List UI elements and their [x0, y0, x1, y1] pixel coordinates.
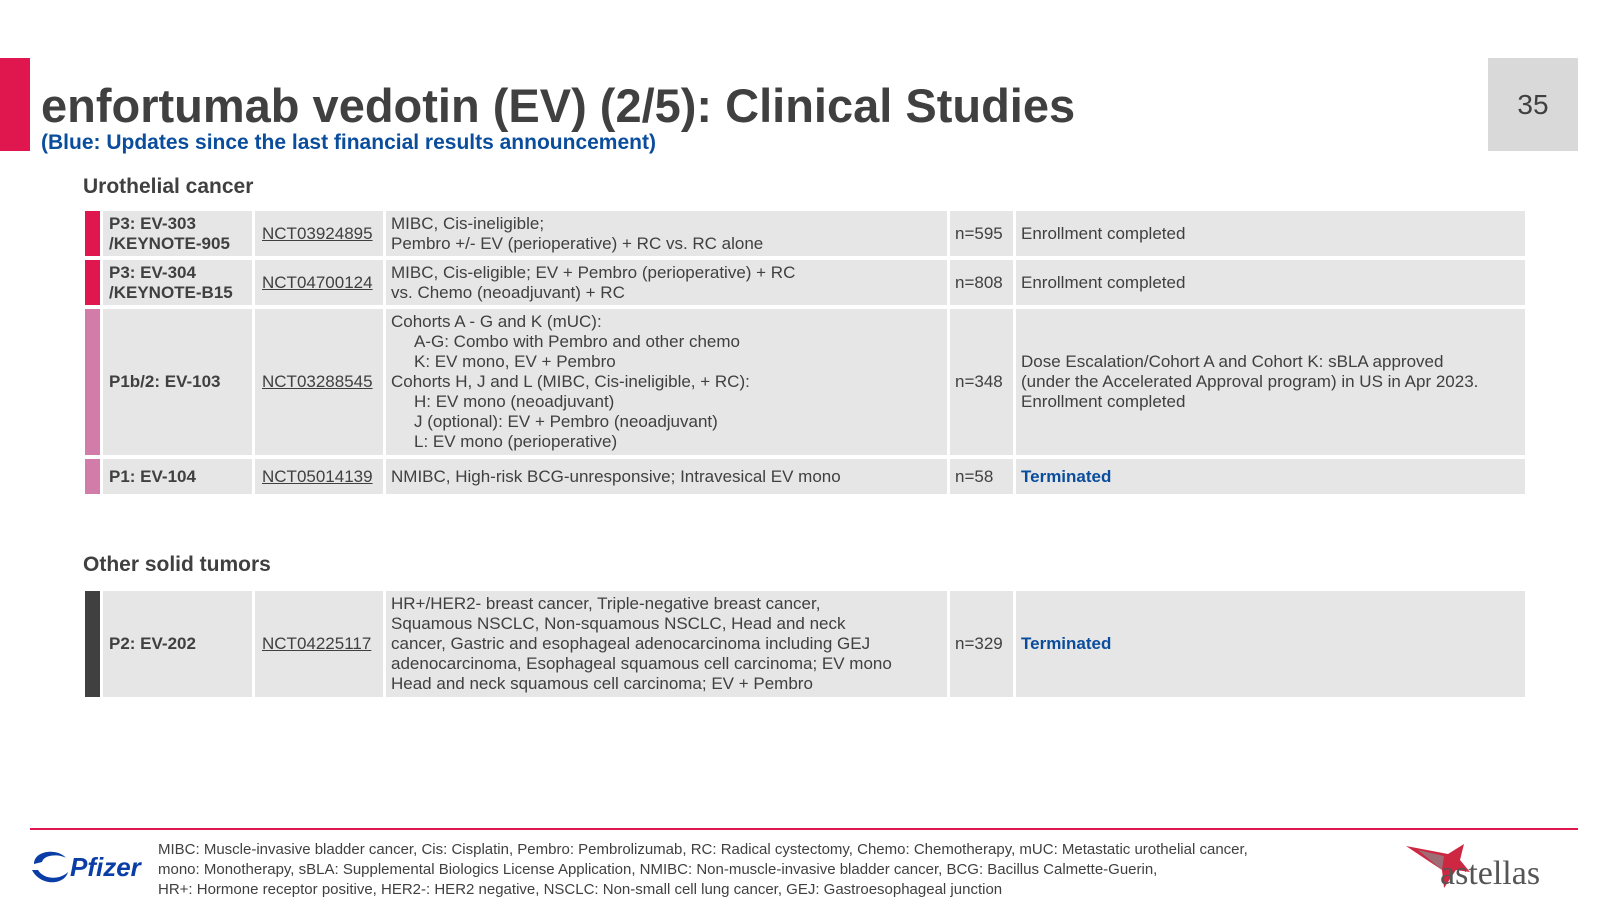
phase-color-bar [85, 211, 100, 256]
footnote [158, 840, 1248, 900]
description-line: Head and neck squamous cell carcinoma; EV + Pembro [391, 674, 813, 693]
table-row [85, 211, 1525, 256]
phase-color-bar [85, 459, 100, 494]
nct-link[interactable]: NCT03924895 [262, 223, 373, 243]
phase-cell [103, 591, 252, 697]
page-subtitle: (Blue: Updates since the last financial results announcement) [41, 131, 656, 154]
description-line: MIBC, Cis-eligible; EV + Pembro (perioperative) + RC [391, 262, 796, 282]
description-line: H: EV mono (neoadjuvant) [414, 392, 615, 411]
nct-cell [255, 211, 383, 256]
nct-link[interactable]: NCT05014139 [262, 466, 373, 486]
status-cell [1016, 260, 1525, 305]
enrollment-count: n=595 [950, 211, 1013, 256]
phase-cell [103, 211, 252, 256]
nct-link[interactable]: NCT04225117 [262, 634, 372, 653]
status-text: Terminated [1021, 634, 1112, 653]
description-line: vs. Chemo (neoadjuvant) + RC [391, 282, 625, 302]
nct-cell [255, 260, 383, 305]
description-line: J (optional): EV + Pembro (neoadjuvant) [414, 412, 718, 431]
status-cell [1016, 591, 1525, 697]
status-text: Terminated [1021, 466, 1112, 486]
description-line: NMIBC, High-risk BCG-unresponsive; Intravesical EV mono [391, 466, 841, 486]
description-line: Squamous NSCLC, Non-squamous NSCLC, Head and neck [391, 614, 846, 633]
nct-link[interactable]: NCT04700124 [262, 272, 373, 292]
description-cell [386, 211, 947, 256]
phase-color-bar [85, 591, 100, 697]
description-line: Pembro +/- EV (perioperative) + RC vs. RC alone [391, 233, 764, 253]
enrollment-count: n=58 [950, 459, 1013, 494]
nct-cell [255, 591, 383, 697]
phase-cell [103, 260, 252, 305]
section-heading-other: Other solid tumors [83, 553, 271, 576]
enrollment-count: n=348 [950, 309, 1013, 455]
status-cell [1016, 309, 1525, 455]
title-accent-bar [0, 58, 30, 151]
description-line: MIBC, Cis-ineligible; [391, 213, 545, 233]
description-line: cancer, Gastric and esophageal adenocarcinoma including GEJ [391, 634, 871, 653]
phase-label: P1b/2: EV-103 [109, 372, 221, 391]
description-line: L: EV mono (perioperative) [414, 432, 618, 451]
table-row [85, 309, 1525, 455]
phase-color-bar [85, 309, 100, 455]
enrollment-count: n=808 [950, 260, 1013, 305]
description-line: adenocarcinoma, Esophageal squamous cell carcinoma; EV mono [391, 654, 892, 673]
nct-cell [255, 459, 383, 494]
description-cell [386, 591, 947, 697]
footnote-line: MIBC: Muscle-invasive bladder cancer, Cis: Cisplatin, Pembro: Pembrolizumab, RC: Radical cystectomy, Chemo: Chemotherapy, mUC: Metastatic urothelial cancer, [158, 841, 1248, 858]
description-line: Cohorts H, J and L (MIBC, Cis-ineligible, + RC): [391, 372, 750, 391]
description-line: Cohorts A - G and K (mUC): [391, 312, 602, 331]
footnote-line: HR+: Hormone receptor positive, HER2-: HER2 negative, NSCLC: Non-small cell lung cancer, GEJ: Gastroesophageal junction [158, 881, 1003, 898]
table-row [85, 591, 1525, 697]
astellas-logo [1404, 842, 1576, 896]
page-title: enfortumab vedotin (EV) (2/5): Clinical Studies [41, 79, 1076, 132]
description-line: HR+/HER2- breast cancer, Triple-negative breast cancer, [391, 594, 821, 613]
astellas-logo-text: astellas [1440, 855, 1541, 892]
page-number: 35 [1488, 58, 1578, 151]
table-row [85, 260, 1525, 305]
status-text: (under the Accelerated Approval program) in US in Apr 2023. [1021, 372, 1479, 391]
table-row [85, 459, 1525, 494]
status-text: Enrollment completed [1021, 272, 1186, 292]
description-line: A-G: Combo with Pembro and other chemo [414, 332, 740, 351]
description-cell [386, 459, 947, 494]
phase-label: /KEYNOTE-B15 [109, 282, 233, 302]
phase-label: P3: EV-304 [109, 262, 196, 282]
phase-label: /KEYNOTE-905 [109, 233, 230, 253]
phase-cell [103, 459, 252, 494]
footnote-line: mono: Monotherapy, sBLA: Supplemental Biologics License Application, NMIBC: Non-muscle-invasive bladder cancer, BCG: Bacillus Calmette-Guerin, [158, 861, 1158, 878]
nct-cell [255, 309, 383, 455]
pfizer-logo-text: Pfizer [70, 852, 141, 882]
status-text: Dose Escalation/Cohort A and Cohort K: sBLA approved [1021, 352, 1444, 371]
description-cell [386, 260, 947, 305]
enrollment-count: n=329 [950, 591, 1013, 697]
nct-link[interactable]: NCT03288545 [262, 372, 373, 391]
status-cell [1016, 459, 1525, 494]
footer-divider [30, 828, 1578, 830]
status-cell [1016, 211, 1525, 256]
description-cell [386, 309, 947, 455]
phase-label: P2: EV-202 [109, 634, 196, 653]
section-heading-urothelial: Urothelial cancer [83, 175, 254, 198]
phase-color-bar [85, 260, 100, 305]
phase-cell [103, 309, 252, 455]
description-line: K: EV mono, EV + Pembro [414, 352, 616, 371]
phase-label: P3: EV-303 [109, 213, 196, 233]
phase-label: P1: EV-104 [109, 466, 196, 486]
status-text: Enrollment completed [1021, 392, 1186, 411]
pfizer-logo [30, 842, 148, 892]
status-text: Enrollment completed [1021, 223, 1186, 243]
